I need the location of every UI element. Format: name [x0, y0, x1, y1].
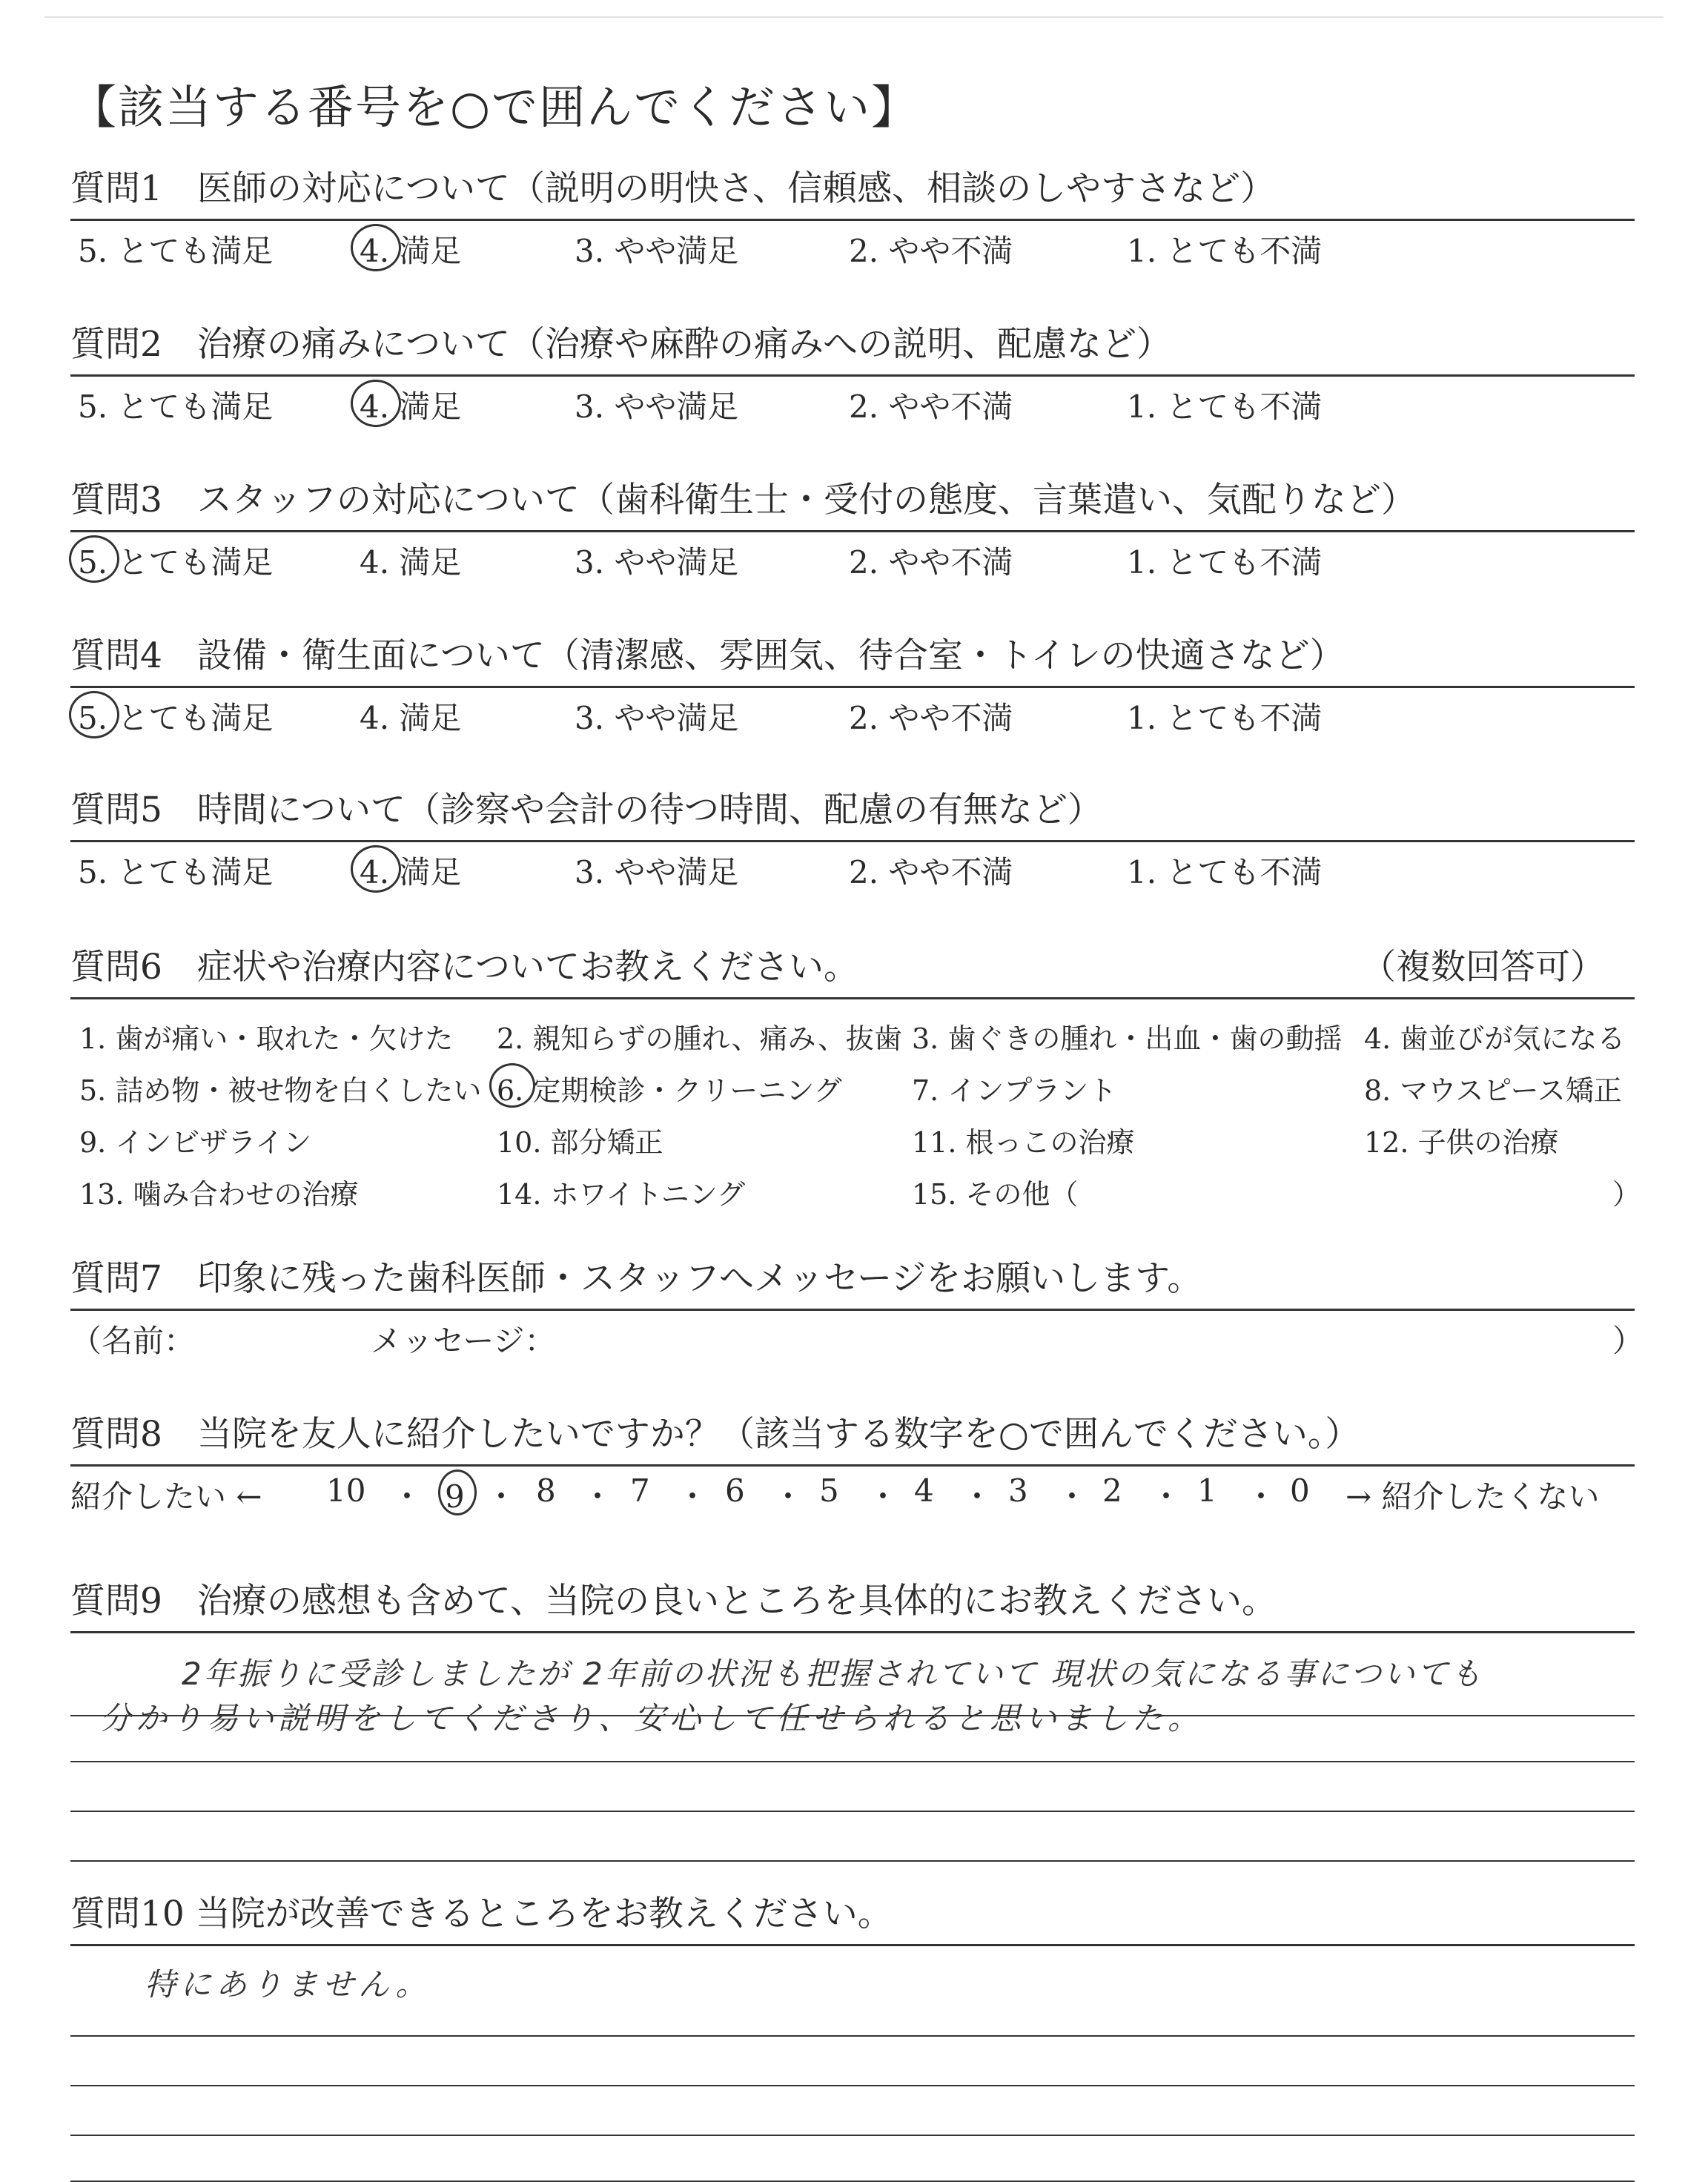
scale-0[interactable]: 0	[1290, 1472, 1310, 1509]
scale-10[interactable]: 10	[326, 1472, 366, 1509]
answer-line	[70, 2035, 1635, 2037]
scale-dot: ・	[961, 1478, 993, 1515]
selection-circle	[351, 224, 401, 271]
symptom-option[interactable]: 10. 部分矯正	[497, 1126, 663, 1159]
scale-dot: ・	[867, 1478, 899, 1515]
option-1[interactable]: 1. とても不満	[1127, 700, 1323, 736]
answer-line	[70, 1761, 1635, 1762]
option-2[interactable]: 2. やや不満	[849, 233, 1013, 269]
scale-5[interactable]: 5	[819, 1472, 839, 1509]
message-label: メッセージ：	[371, 1323, 556, 1359]
form-header: 【該当する番号を○で囲んでください】	[70, 80, 919, 134]
scale-6[interactable]: 6	[725, 1472, 745, 1509]
question-9	[70, 1579, 1635, 1736]
option-4[interactable]: 4. 満足	[360, 383, 461, 427]
handwritten-answer-line: 特にありません。	[145, 1966, 431, 2003]
question-2	[70, 323, 1635, 425]
symptom-option[interactable]: 9. インビザライン	[79, 1126, 312, 1159]
option-1[interactable]: 1. とても不満	[1127, 544, 1323, 581]
option-4[interactable]: 4. 満足	[360, 544, 462, 581]
symptom-option[interactable]: 1. 歯が痛い・取れた・欠けた	[79, 1022, 454, 1055]
scale-dot: ・	[677, 1478, 709, 1515]
recommend-label: 紹介したい ←	[70, 1478, 262, 1515]
option-3[interactable]: 3. やや満足	[575, 544, 739, 581]
option-3[interactable]: 3. やや満足	[575, 854, 739, 890]
symptom-option[interactable]: 2. 親知らずの腫れ、痛み、抜歯	[497, 1022, 902, 1055]
question-title: 質問3 スタッフの対応について（歯科衛生士・受付の態度、言葉遣い、気配りなど）	[70, 480, 1416, 520]
scale-dot: ・	[1056, 1478, 1088, 1515]
option-5[interactable]: 5. とても満足	[78, 538, 273, 583]
question-title: 質問4 設備・衛生面について（清潔感、雰囲気、待合室・トイレの快適さなど）	[70, 635, 1345, 676]
scale-8[interactable]: 8	[536, 1472, 556, 1509]
rating-options	[70, 532, 1635, 581]
selection-circle	[351, 380, 401, 427]
option-3[interactable]: 3. やや満足	[575, 389, 739, 425]
scale-3[interactable]: 3	[1008, 1472, 1028, 1509]
question-6	[70, 945, 1641, 1211]
selection-circle	[489, 1063, 535, 1108]
scale-dot: ・	[486, 1478, 517, 1515]
question-title: 質問9 治療の感想も含めて、当院の良いところを具体的にお教えください。	[70, 1581, 1277, 1621]
option-5[interactable]: 5. とても満足	[78, 694, 273, 738]
selection-circle	[69, 535, 119, 583]
symptom-option[interactable]: 11. 根っこの治療	[912, 1126, 1135, 1159]
symptom-option[interactable]: 3. 歯ぐきの腫れ・出血・歯の動揺	[912, 1022, 1343, 1055]
answer-line	[70, 2085, 1635, 2086]
option-2[interactable]: 2. やや不満	[849, 700, 1013, 736]
rating-options	[70, 688, 1635, 736]
option-2[interactable]: 2. やや不満	[849, 854, 1013, 890]
scale-1[interactable]: 1	[1197, 1472, 1217, 1509]
scale-4[interactable]: 4	[914, 1472, 934, 1509]
option-4[interactable]: 4. 満足	[360, 848, 461, 893]
symptom-options	[70, 999, 1641, 1211]
symptom-option[interactable]: 7. インプラント	[912, 1074, 1117, 1107]
question-title: 質問2 治療の痛みについて（治療や麻酔の痛みへの説明、配慮など）	[70, 324, 1172, 365]
handwritten-answer-line: 2年振りに受診しましたが 2年前の状況も把握されていて 現状の気になる事についても	[182, 1656, 1484, 1692]
scale-2[interactable]: 2	[1102, 1472, 1122, 1509]
divider	[70, 1944, 1635, 1946]
not-recommend-label: → 紹介したくない	[1345, 1478, 1600, 1515]
scale-dot: ・	[1151, 1478, 1182, 1515]
question-5	[70, 788, 1635, 890]
selection-circle	[351, 845, 401, 893]
rating-options	[70, 221, 1635, 269]
option-3[interactable]: 3. やや満足	[575, 700, 739, 736]
option-5[interactable]: 5. とても満足	[78, 233, 274, 269]
option-4[interactable]: 4. 満足	[360, 227, 461, 271]
multiple-answer-note: （複数回答可）	[1361, 947, 1605, 988]
option-2[interactable]: 2. やや不満	[849, 389, 1013, 425]
scale-dot: ・	[772, 1478, 804, 1515]
recommend-scale: 紹介したい ← 10 ・ 9 ・ 8 ・ 7 ・ 6 ・ 5 ・ 4 ・ 3 ・ 2 ・ 1 ・ 0 → 紹介したくない	[70, 1467, 1635, 1518]
question-7	[70, 1257, 1644, 1359]
other-close-paren: ）	[1612, 1178, 1641, 1211]
answer-line	[70, 1860, 1635, 1862]
question-1	[70, 167, 1635, 269]
close-paren: ）	[1612, 1323, 1644, 1359]
scale-dot: ・	[391, 1478, 423, 1515]
question-title: 質問1 医師の対応について（説明の明快さ、信頼感、相談のしやすさなど）	[70, 168, 1276, 209]
scale-dot: ・	[1245, 1478, 1277, 1515]
option-1[interactable]: 1. とても不満	[1127, 854, 1323, 890]
option-1[interactable]: 1. とても不満	[1127, 233, 1323, 269]
symptom-option[interactable]: 5. 詰め物・被せ物を白くしたい	[79, 1074, 482, 1107]
symptom-option[interactable]: 12. 子供の治療	[1364, 1126, 1559, 1159]
symptom-option[interactable]: 8. マウスピース矯正	[1364, 1074, 1622, 1107]
option-4[interactable]: 4. 満足	[360, 700, 462, 736]
question-title: 質問7 印象に残った歯科医師・スタッフへメッセージをお願いします。	[70, 1258, 1202, 1299]
option-2[interactable]: 2. やや不満	[849, 544, 1013, 581]
option-5[interactable]: 5. とても満足	[78, 389, 274, 425]
selection-circle	[69, 691, 119, 738]
scale-dot: ・	[582, 1478, 614, 1515]
option-3[interactable]: 3. やや満足	[575, 233, 739, 269]
option-1[interactable]: 1. とても不満	[1127, 389, 1323, 425]
message-row	[70, 1311, 1644, 1359]
divider	[70, 1631, 1635, 1633]
symptom-option[interactable]: 15. その他（	[912, 1178, 1079, 1211]
question-8	[70, 1412, 1635, 1518]
top-border	[44, 16, 1664, 18]
answer-line	[70, 1811, 1635, 1812]
question-3	[70, 478, 1635, 581]
rating-options	[70, 842, 1635, 890]
question-4	[70, 634, 1635, 736]
option-5[interactable]: 5. とても満足	[78, 854, 274, 890]
question-title: 質問5 時間について（診察や会計の待つ時間、配慮の有無など）	[70, 790, 1102, 830]
question-10	[70, 1892, 1635, 2003]
question-title: 質問8 当院を友人に紹介したいですか？（該当する数字を○で囲んでください。）	[70, 1414, 1360, 1455]
symptom-option[interactable]: 13. 噛み合わせの治療	[79, 1178, 359, 1211]
scale-7[interactable]: 7	[630, 1472, 650, 1509]
answer-line	[70, 2135, 1635, 2136]
symptom-option-selected[interactable]: 6. 定期検診・クリーニング	[497, 1068, 842, 1108]
symptom-option[interactable]: 4. 歯並びが気になる	[1364, 1022, 1626, 1055]
rating-options	[70, 377, 1635, 425]
symptom-option[interactable]: 14. ホワイトニング	[497, 1178, 746, 1211]
handwritten-answer-line: 分かり易い説明をしてくださり、安心して任せられると思いました。	[100, 1700, 1204, 1736]
question-title: 質問10 当院が改善できるところをお教えください。	[70, 1894, 893, 1934]
name-label: （名前：	[70, 1323, 196, 1359]
question-title: 質問6 症状や治療内容についてお教えください。 （複数回答可）	[70, 945, 1635, 990]
